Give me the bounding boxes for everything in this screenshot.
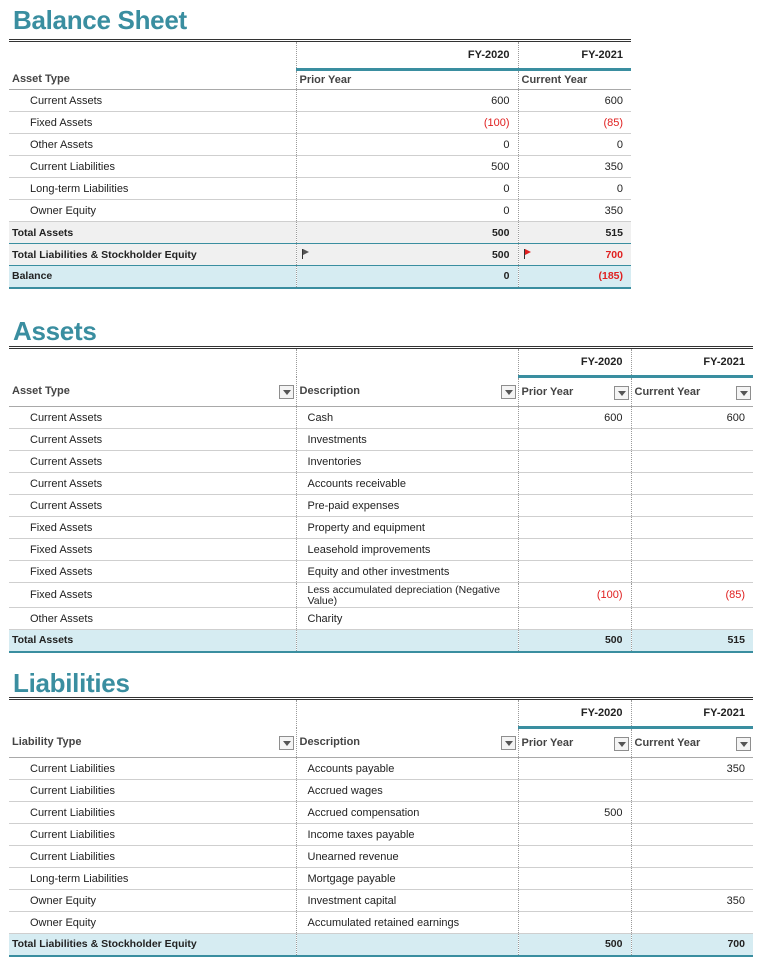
current-year-cell[interactable] [631, 846, 753, 868]
prior-year-cell[interactable]: 0 [296, 178, 518, 200]
current-year-cell[interactable]: 350 [518, 156, 631, 178]
type-cell[interactable]: Current Assets [9, 451, 296, 473]
prior-year-cell[interactable] [518, 539, 631, 561]
total-liab-label: Total Liabilities & Stockholder Equity [9, 244, 296, 266]
prior-year-cell[interactable] [518, 846, 631, 868]
row-label: Fixed Assets [9, 112, 296, 134]
current-year-column-header[interactable]: Current Year [631, 728, 753, 758]
total-liab-current-cell[interactable] [518, 244, 631, 266]
description-cell[interactable]: Income taxes payable [296, 824, 518, 846]
description-cell[interactable]: Accounts receivable [296, 473, 518, 495]
table-row [9, 90, 631, 112]
table-row [9, 824, 753, 846]
current-year-cell[interactable]: 600 [518, 90, 631, 112]
current-year-column-header[interactable]: Current Year [631, 377, 753, 407]
filter-dropdown-icon[interactable] [736, 386, 751, 400]
prior-year-cell[interactable] [518, 473, 631, 495]
table-row [9, 407, 753, 429]
current-year-header: Current Year [518, 70, 631, 90]
prior-year-cell[interactable]: (100) [518, 583, 631, 608]
prior-year-cell[interactable]: 500 [518, 802, 631, 824]
current-year-cell[interactable] [631, 495, 753, 517]
assets-table [9, 346, 753, 653]
current-year-cell[interactable]: 350 [631, 758, 753, 780]
table-row [9, 868, 753, 890]
table-row [9, 802, 753, 824]
type-cell[interactable]: Current Assets [9, 473, 296, 495]
flag-icon [301, 249, 311, 259]
description-cell[interactable]: Pre-paid expenses [296, 495, 518, 517]
filter-dropdown-icon[interactable] [614, 386, 629, 400]
total-liabilities-prior[interactable]: 500 [518, 934, 631, 956]
type-cell[interactable]: Owner Equity [9, 890, 296, 912]
description-cell[interactable]: Property and equipment [296, 517, 518, 539]
prior-year-header: Prior Year [296, 70, 518, 90]
table-row [9, 200, 631, 222]
type-cell[interactable]: Other Assets [9, 608, 296, 630]
type-cell[interactable]: Current Assets [9, 407, 296, 429]
current-year-cell[interactable] [631, 561, 753, 583]
table-row [9, 134, 631, 156]
current-year-cell[interactable]: 350 [518, 200, 631, 222]
total-liab-prior: 500 [491, 248, 510, 261]
prior-year-cell[interactable] [518, 517, 631, 539]
table-row [9, 608, 753, 630]
prior-year-cell[interactable]: 600 [296, 90, 518, 112]
current-year-cell[interactable]: 600 [631, 407, 753, 429]
description-cell[interactable]: Accrued wages [296, 780, 518, 802]
current-year-cell[interactable]: (85) [631, 583, 753, 608]
description-cell[interactable]: Unearned revenue [296, 846, 518, 868]
filter-dropdown-icon[interactable] [279, 385, 294, 399]
table-row [9, 583, 753, 608]
balance-label: Balance [9, 266, 296, 288]
prior-year-cell[interactable] [518, 451, 631, 473]
type-cell[interactable]: Current Liabilities [9, 758, 296, 780]
fy-prior-header: FY-2020 [518, 348, 631, 377]
table-row [9, 517, 753, 539]
current-year-cell[interactable]: 0 [518, 134, 631, 156]
prior-year-cell[interactable] [518, 758, 631, 780]
table-row [9, 473, 753, 495]
type-cell[interactable]: Fixed Assets [9, 561, 296, 583]
current-year-cell[interactable] [631, 868, 753, 890]
description-column-header[interactable]: Description [296, 377, 518, 407]
total-liabilities-label: Total Liabilities & Stockholder Equity [9, 934, 296, 956]
current-year-cell[interactable] [631, 539, 753, 561]
total-assets-prior[interactable]: 500 [518, 630, 631, 652]
current-year-cell[interactable]: 0 [518, 178, 631, 200]
current-year-cell[interactable] [631, 451, 753, 473]
prior-year-cell[interactable]: 0 [296, 134, 518, 156]
description-cell[interactable]: Less accumulated depreciation (Negative Value) [296, 583, 518, 608]
current-year-cell[interactable]: 350 [631, 890, 753, 912]
prior-year-cell[interactable] [518, 495, 631, 517]
filter-dropdown-icon[interactable] [501, 385, 516, 399]
total-assets-label: Total Assets [9, 630, 296, 652]
filter-dropdown-icon[interactable] [501, 736, 516, 750]
fy-prior-header: FY-2020 [296, 41, 518, 70]
current-year-cell[interactable] [631, 517, 753, 539]
prior-year-cell[interactable] [518, 824, 631, 846]
table-row [9, 561, 753, 583]
type-cell[interactable]: Fixed Assets [9, 539, 296, 561]
description-column-header[interactable]: Description [296, 728, 518, 758]
table-row [9, 156, 631, 178]
filter-dropdown-icon[interactable] [614, 737, 629, 751]
balance-current[interactable]: (185) [518, 266, 631, 288]
filter-dropdown-icon[interactable] [736, 737, 751, 751]
table-row [9, 451, 753, 473]
table-row [9, 780, 753, 802]
description-cell[interactable]: Charity [296, 608, 518, 630]
row-label: Owner Equity [9, 200, 296, 222]
table-row [9, 846, 753, 868]
type-cell[interactable]: Fixed Assets [9, 517, 296, 539]
type-cell[interactable]: Long-term Liabilities [9, 868, 296, 890]
asset-type-column-header[interactable]: Asset Type [9, 377, 296, 407]
current-year-cell[interactable] [631, 912, 753, 934]
table-row [9, 495, 753, 517]
description-cell[interactable]: Cash [296, 407, 518, 429]
fy-current-header: FY-2021 [518, 41, 631, 70]
description-cell[interactable]: Mortgage payable [296, 868, 518, 890]
current-year-cell[interactable] [631, 824, 753, 846]
table-row [9, 178, 631, 200]
prior-year-cell[interactable] [518, 868, 631, 890]
assets-title: Assets [13, 316, 97, 346]
type-cell[interactable]: Current Liabilities [9, 824, 296, 846]
total-assets-current[interactable]: 515 [631, 630, 753, 652]
prior-year-column-header[interactable]: Prior Year [518, 728, 631, 758]
current-year-cell[interactable] [631, 429, 753, 451]
prior-year-cell[interactable] [518, 912, 631, 934]
current-year-cell[interactable] [631, 608, 753, 630]
description-cell[interactable]: Investment capital [296, 890, 518, 912]
type-cell[interactable]: Owner Equity [9, 912, 296, 934]
table-row [9, 429, 753, 451]
current-year-cell[interactable] [631, 780, 753, 802]
prior-year-cell[interactable] [518, 890, 631, 912]
total-liabilities-current[interactable]: 700 [631, 934, 753, 956]
table-row [9, 539, 753, 561]
description-cell[interactable]: Equity and other investments [296, 561, 518, 583]
asset-type-header: Asset Type [9, 70, 296, 90]
description-cell[interactable]: Accrued compensation [296, 802, 518, 824]
type-cell[interactable]: Current Assets [9, 429, 296, 451]
current-year-cell[interactable] [631, 473, 753, 495]
liabilities-title: Liabilities [13, 668, 130, 698]
balance-sheet-table [9, 39, 631, 289]
prior-year-cell[interactable]: (100) [296, 112, 518, 134]
filter-dropdown-icon[interactable] [279, 736, 294, 750]
prior-year-cell[interactable] [518, 561, 631, 583]
description-cell[interactable]: Leasehold improvements [296, 539, 518, 561]
description-cell[interactable]: Investments [296, 429, 518, 451]
fy-prior-header: FY-2020 [518, 699, 631, 728]
description-cell[interactable]: Accounts payable [296, 758, 518, 780]
type-cell[interactable]: Fixed Assets [9, 583, 296, 608]
type-cell[interactable]: Current Liabilities [9, 846, 296, 868]
liability-type-column-header[interactable]: Liability Type [9, 728, 296, 758]
table-row [9, 112, 631, 134]
total-assets-current[interactable]: 515 [518, 222, 631, 244]
prior-year-cell[interactable]: 500 [296, 156, 518, 178]
row-label: Current Assets [9, 90, 296, 112]
balance-sheet-title: Balance Sheet [13, 5, 187, 35]
fy-current-header: FY-2021 [631, 348, 753, 377]
prior-year-cell[interactable] [518, 608, 631, 630]
balance-prior[interactable]: 0 [296, 266, 518, 288]
prior-year-cell[interactable] [518, 780, 631, 802]
table-row [9, 890, 753, 912]
total-liab-prior-cell[interactable] [296, 244, 518, 266]
description-cell[interactable]: Inventories [296, 451, 518, 473]
row-label: Current Liabilities [9, 156, 296, 178]
description-cell[interactable]: Accumulated retained earnings [296, 912, 518, 934]
type-cell[interactable]: Current Liabilities [9, 802, 296, 824]
prior-year-cell[interactable]: 600 [518, 407, 631, 429]
liabilities-table [9, 697, 753, 957]
current-year-cell[interactable]: (85) [518, 112, 631, 134]
total-assets-prior[interactable]: 500 [296, 222, 518, 244]
prior-year-cell[interactable]: 0 [296, 200, 518, 222]
row-label: Other Assets [9, 134, 296, 156]
prior-year-cell[interactable] [518, 429, 631, 451]
total-liab-current: 700 [605, 248, 623, 261]
type-cell[interactable]: Current Liabilities [9, 780, 296, 802]
type-cell[interactable]: Current Assets [9, 495, 296, 517]
row-label: Long-term Liabilities [9, 178, 296, 200]
table-row [9, 758, 753, 780]
flag-icon [523, 249, 533, 259]
fy-current-header: FY-2021 [631, 699, 753, 728]
total-assets-label: Total Assets [9, 222, 296, 244]
table-row [9, 912, 753, 934]
prior-year-column-header[interactable]: Prior Year [518, 377, 631, 407]
current-year-cell[interactable] [631, 802, 753, 824]
